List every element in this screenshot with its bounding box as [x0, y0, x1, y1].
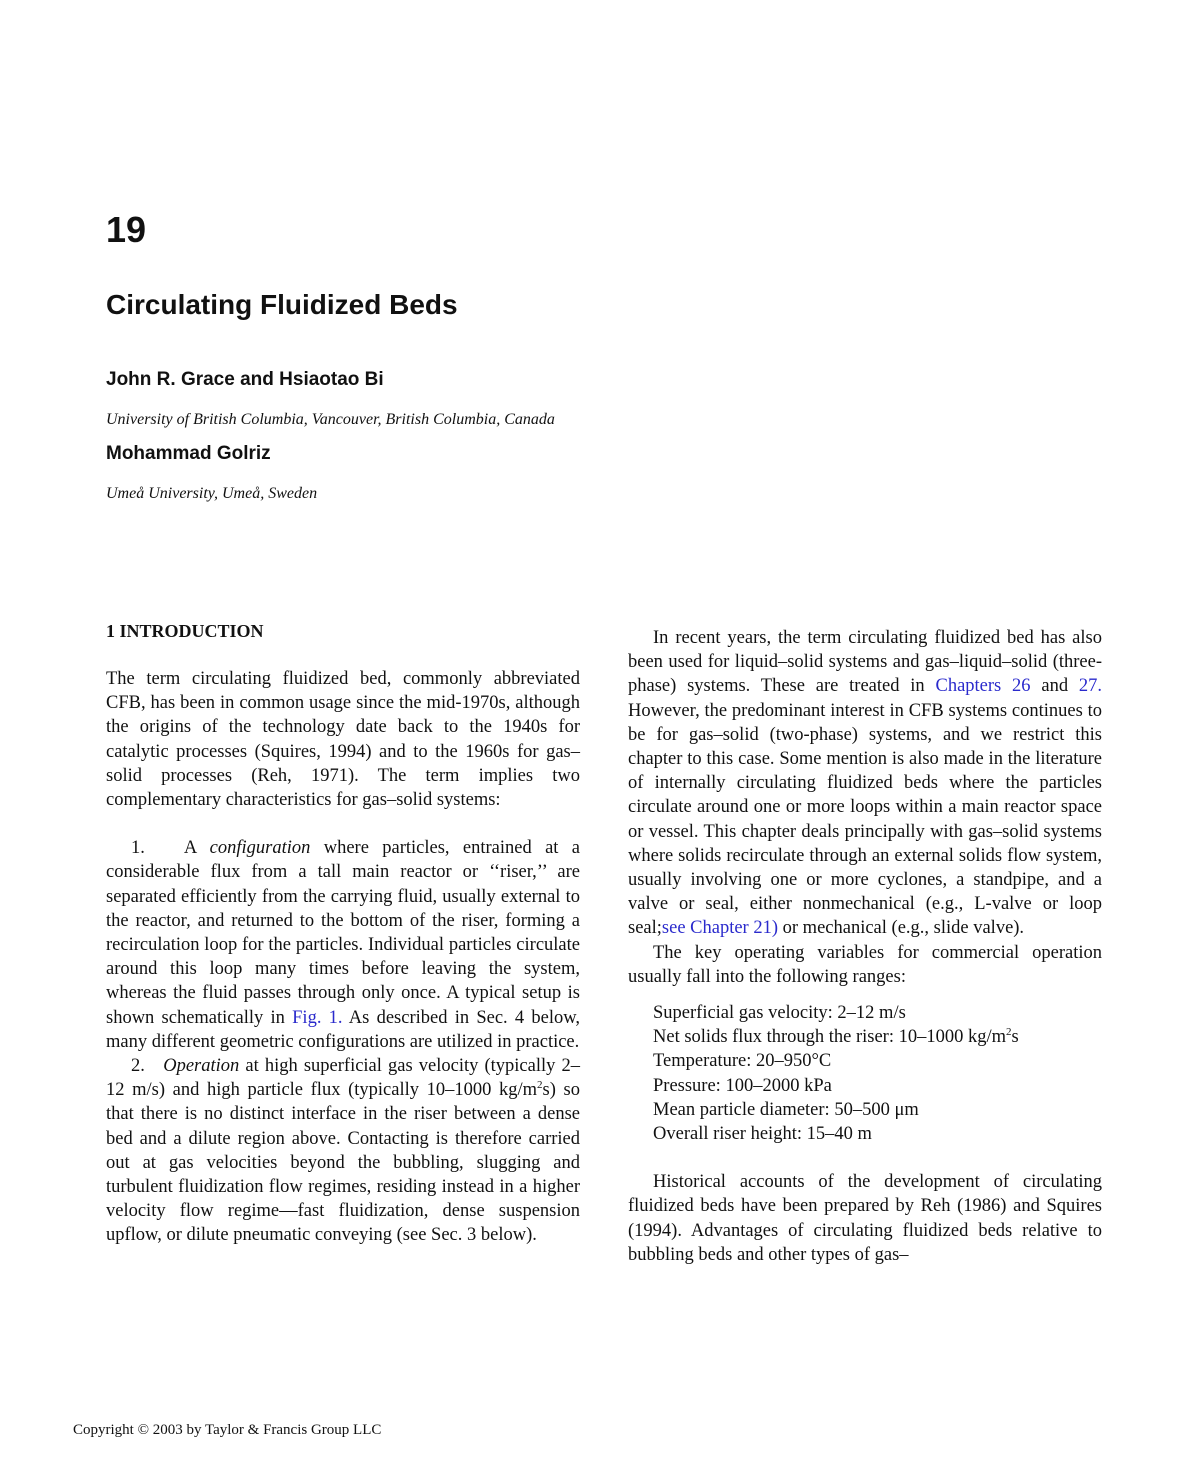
- range-label: Overall riser height: 15–40 m: [653, 1124, 872, 1145]
- item-text: at high superficial gas velocity (typically 2–12 m/s) and high particle flux (typically 10–1000 kg/m: [106, 1056, 580, 1101]
- affiliation-1: University of British Columbia, Vancouver, British Columbia, Canada: [106, 411, 555, 428]
- range-unit: s: [1011, 1027, 1019, 1048]
- chapter-link-27[interactable]: 27.: [1078, 676, 1103, 697]
- item-lead: A: [183, 838, 197, 859]
- range-label: Pressure: 100–2000 kPa: [653, 1075, 832, 1096]
- operating-ranges-list: [628, 1001, 1102, 1146]
- affiliation-2: Umeå University, Umeå, Sweden: [106, 485, 318, 502]
- item-tail: As described in Sec. 4 below, many different geometric configurations are utilized in practice.: [106, 1007, 581, 1052]
- range-item: [628, 1049, 1102, 1073]
- list-item-configuration: [106, 836, 580, 1054]
- right-column: [628, 626, 1102, 1267]
- range-item: [628, 1001, 1102, 1025]
- chapter-title: Circulating Fluidized Beds: [106, 289, 458, 320]
- range-item: [628, 1025, 1102, 1049]
- paragraph-text: In recent years, the term circulating fluidized bed has also been used for liquid–solid systems and gas–liquid–solid (three-phase) systems. These are treated in: [628, 628, 1102, 697]
- intro-paragraph: The term circulating fluidized bed, commonly abbreviated CFB, has been in common usage since the mid-1970s, although the origins of the technology date back to the 1940s for catalytic processes (Squires, 1994) and to the 1960s for gas–solid processes (Reh, 1971). The term implies two complementary characteristics for gas–solid systems:: [106, 669, 580, 811]
- paragraph-text: However, the predominant interest in CFB systems continues to be for gas–solid (two-phase) systems, and we restrict this chapter to this case. Some mention is also made in the literature of internally circulating fluidized beds where the particles circulate around one or more loops within a main reactor space or vessel. This chapter deals principally with gas–solid systems where solids recirculate through an external solids flow system, usually involving one or more cyclones, a standpipe, and a valve or seal, either nonmechanical (e.g., L-valve or loop seal;: [628, 700, 1102, 939]
- superscript: 2: [537, 1079, 543, 1092]
- item-term: Operation: [163, 1056, 240, 1077]
- range-label: Superficial gas velocity: 2–12 m/s: [653, 1003, 906, 1024]
- paragraph-operating-variables: The key operating variables for commercial operation usually fall into the following ranges:: [628, 942, 1102, 987]
- figure-link[interactable]: Fig. 1.: [292, 1007, 343, 1028]
- range-item: [628, 1122, 1102, 1146]
- item-text-continued: s) so that there is no distinct interface in the riser between a dense bed and a dilute region above. Contacting is therefore carried out at gas velocities beyond the bubbling, slugging and turbulent fluidization flow regimes, residing instead in a higher velocity flow regime—fast fluidization, dense suspension upflow, or dilute pneumatic conveying (see Sec. 3 below).: [106, 1080, 580, 1246]
- chapter-link-26[interactable]: Chapters 26: [935, 676, 1031, 697]
- author-names-2: Mohammad Golriz: [106, 443, 271, 464]
- range-label: Net solids flux through the riser: 10–1000 kg/m: [653, 1027, 1007, 1048]
- section-heading: 1 INTRODUCTION: [106, 621, 264, 641]
- paragraph-historical: Historical accounts of the development of circulating fluidized beds have been prepared by Reh (1986) and Squires (1994). Advantages of circulating fluidized beds relative to bubbling beds and other types of gas–: [628, 1172, 1102, 1265]
- range-item: [628, 1074, 1102, 1098]
- paragraph-text: or mechanical (e.g., slide valve).: [782, 918, 1025, 939]
- item-term: configuration: [209, 838, 311, 859]
- item-text: where particles, entrained at a considerable flux from a tall main reactor or ‘‘riser,’’ are separated efficiently from the carrying fluid, usually external to the reactor, and returned to the bottom of the riser, forming a recirculation loop for the particles. Individual particles circulate around this loop many times before leaving the system, whereas the fluid passes through only once. A typical setup is shown schematically in: [106, 838, 581, 1028]
- list-item-operation: [106, 1054, 580, 1248]
- chapter-link-21[interactable]: see Chapter 21): [661, 918, 779, 939]
- item-number: 1.: [131, 838, 145, 859]
- range-label: Mean particle diameter: 50–500 μm: [653, 1099, 919, 1120]
- author-names-1: John R. Grace and Hsiaotao Bi: [106, 369, 384, 390]
- left-column: [106, 667, 580, 1248]
- superscript: 2: [1006, 1026, 1012, 1039]
- paragraph-text: and: [1041, 676, 1069, 697]
- range-label: Temperature: 20–950°C: [653, 1051, 832, 1072]
- copyright-footer: Copyright © 2003 by Taylor & Francis Group LLC: [73, 1422, 382, 1438]
- item-number: 2.: [131, 1056, 145, 1077]
- chapter-number: 19: [106, 209, 147, 250]
- range-item: [628, 1098, 1102, 1122]
- paragraph-recent-years: [628, 626, 1102, 941]
